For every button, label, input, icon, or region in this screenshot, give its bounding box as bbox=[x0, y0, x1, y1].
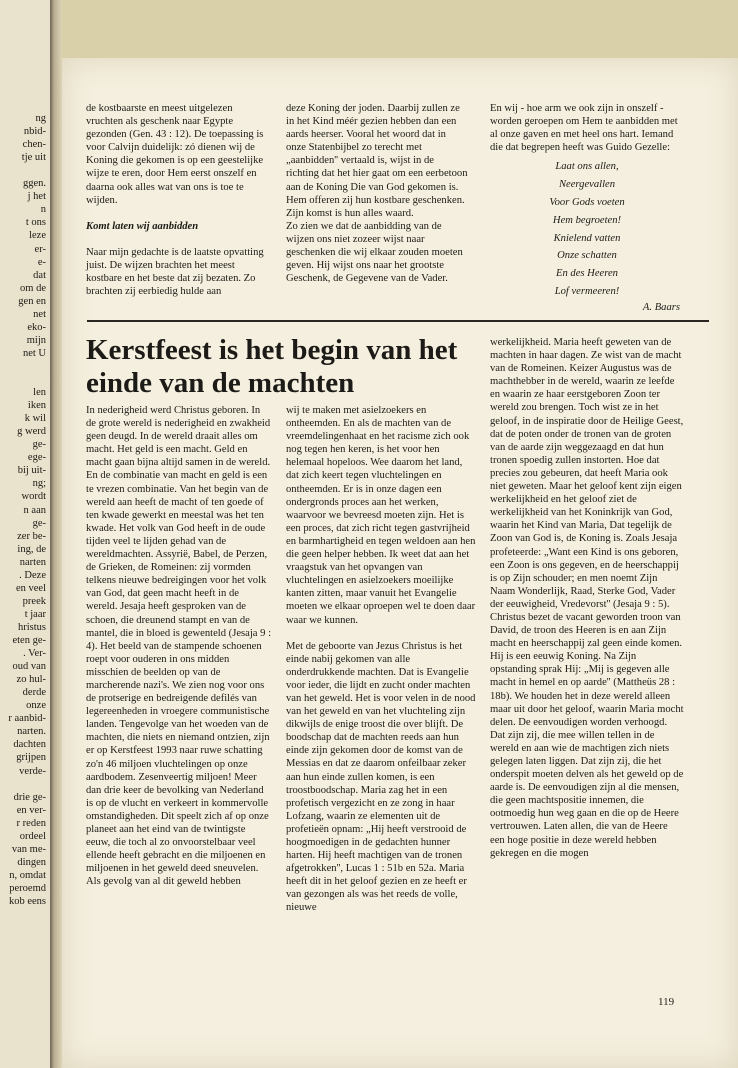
facing-page-text-fragment: leze bbox=[29, 230, 46, 242]
poem-line: Neergevallen bbox=[558, 179, 616, 191]
facing-page-text-fragment: ggen. bbox=[22, 178, 46, 190]
top-col2-paragraph-1: deze Koning der joden. Daarbij zullen ze in het Kind méér gezien hebben dan een aards heerser. Vooral het woord dat in onze Statenbijbel zo terecht met „aanbidden'' vertaald is, wijst in de richting dat het hier gaat om een eerbetoon aan de Koning Die van God gekomen is. Hem offeren zij hun kostbare geschenken. Zijn komst is hun alles waard. bbox=[286, 103, 468, 219]
article-col1-text: In nederigheid werd Christus geboren. In de grote wereld is nederigheid en zwakheid geen deugd. In de wereld draait alles om macht. Het geld is een macht. Geld en macht gaan bijna altijd samen in de wereld. En de combinatie van macht en geld is een te vrezen combinatie. Van het begin van de wereld aan heeft de macht of ten goede of ten kwade gewerkt en meestal was het ten kwade. Het volk van God heeft in de oude tijden veel te lijden gehad van de wereldmachten. Assyrië, Babel, de Perzen, de Grieken, de Romeinen: zij vormden telkens nieuwe bedreigingen voor het volk van God, dat geen macht heeft in de wereld. Jesaja heeft gesproken van de schoen, die dreunend stampt en van de mantel, die in bloed is gewenteld (Jesaja 9 : 4). Het beeld van de stampende schoenen roept voor ouderen in ons midden misschien de beelden op van de marcherende nazi's. We zien nog voor ons de protserige en bedreigende defilés van legereenheden in vroegere communistische landen. Tengevolge van het woeden van de machten, die niets en niemand ontzien, zijn er op Kerstfeest 1993 naar ruwe schatting zo'n 46 miljoen vluchtelingen op onze aardbodem. Zesenveertig miljoen! Meer dan drie keer de bevolking van Nederland is op de vlucht en verkeert in kommervolle omstandigheden. Dit speelt zich af op onze planeet aan het eind van de twintigste eeuw, die toch al zo onvoorstelbaar veel ellende heeft gebracht en die miljoenen en miljoenen in het geweld deed sneuvelen. Als gevolg van al dit geweld hebben bbox=[86, 405, 272, 888]
top-col2-paragraph-2: Zo zien we dat de aanbidding van de wijzen ons niet zozeer wijst naar geschenken die wij elkaar zouden moeten geven. Hij wijst ons naar het grootste Geschenk, de Gegevene van de Vader. bbox=[286, 220, 463, 285]
facing-page-text-fragment: drie ge- bbox=[13, 791, 46, 803]
facing-page-text-fragment: en veel bbox=[15, 582, 46, 594]
top-col1-paragraph-1: de kostbaarste en meest uitgelezen vruchten als geschenk naar Egypte gezonden (Gen. 43 : 12). De toepassing is voor Calvijn duidelijk: zó dienen wij de Koning die gekomen is op een geestelijke wijze te eren, door Hem eerst onszelf en daarna ook alles wat van ons is toe te wijden. bbox=[86, 103, 264, 206]
top-article-column-3 bbox=[490, 102, 684, 314]
facing-page-text-fragment: ng; bbox=[32, 478, 46, 490]
facing-page-text-fragment: dingen bbox=[17, 856, 46, 868]
facing-page-text-fragment: ng bbox=[35, 113, 46, 124]
top-col1-paragraph-2: Naar mijn gedachte is de laatste opvatting juist. De wijzen brachten het meest kostbare en het beste dat zij bezaten. Zo brachten zij eerbiedig hulde aan bbox=[86, 246, 264, 298]
facing-page-text-fragment: eten ge- bbox=[12, 635, 46, 646]
poem bbox=[490, 158, 684, 300]
facing-page-text-fragment: dat bbox=[33, 269, 46, 281]
poem-line: Voor Gods voeten bbox=[549, 196, 625, 208]
facing-page-text-fragment: oud van bbox=[12, 661, 46, 673]
facing-page-text-fragment: gen en bbox=[18, 295, 46, 307]
facing-page-text-fragment: ge- bbox=[32, 439, 46, 451]
facing-page-text-fragment: t ons bbox=[25, 217, 46, 229]
top-article-column-2 bbox=[286, 102, 468, 285]
article-col3-text: werkelijkheid. Maria heeft geweten van de machten in haar dagen. Ze wist van de macht van de Romeinen. Keizer Augustus was de machthebber in de wereld, waarin ze leefde en waarin ze haar eerstgeboren Zoon ter wereld zou brengen. Toch wist ze in het geloof, in de inspiratie door de Heilige Geest, dat de poten onder de tronen van de groten van de aarde zijn weggezaagd en dat hun tronen spoedig zullen instorten. Hoe dat precies zou gebeuren, dat heeft Maria ook niet geweten. Maar het geloof kent zijn eigen werkelijkheid en het geloof ziet de werkelijkheid van het Koninkrijk van God, waarin het Kind van Maria, Dat tegelijk de Zoon van God is, de Koning is. Zoals Jesaja profeteerde: „Want een Kind is ons geboren, een Zoon is ons gegeven, en de heerschappij is op Zijn schouder; en men noemt Zijn Naam Wonderlijk, Raad, Sterke God, Vader der eeuwigheid, Vredevorst'' (Jesaja 9 : 5). Christus bezet de vacant geworden troon van David, de troon des Heeren is en aan Zijn macht en heerschappij zal geen einde komen. Hij is een eeuwig Koning. Na Zijn opstanding sprak Hij: „Mij is gegeven alle macht in hemel en op aarde'' (Mattheüs 28 : 18b). We houden het in deze wereld alleen maar uit door het geloof, waarin Maria mocht delen. De eenvoudigen worden verhoogd. Dat zijn zij, die mee willen tellen in de wereld en aan wie de machtigen zich niets gelegen laten liggen. Dat zijn zij, die het onderspit moeten delven als het geweld op de aarde is. De eenvoudigen zijn al die mensen, die geen machtspositie innemen, die ootmoedig hun weg gaan en die op de Heere vertrouwen. Laten allen, die van de Heere een hoge positie in deze wereld hebben gekregen en die mogen bbox=[490, 337, 684, 859]
facing-page-text-fragment: j het bbox=[27, 191, 46, 203]
section-divider bbox=[87, 320, 709, 322]
facing-page-text-fragment: n bbox=[40, 204, 46, 216]
facing-page-text-fragment: e- bbox=[37, 256, 46, 268]
section-heading: Komt laten wij aanbidden bbox=[86, 220, 199, 232]
facing-page-text-fragment: net bbox=[33, 308, 46, 320]
facing-page-text-fragment: r reden bbox=[16, 817, 46, 829]
facing-page-text-fragment: n aan bbox=[23, 504, 46, 516]
facing-page-text-fragment: ing, de bbox=[17, 543, 46, 555]
facing-page-text-fragment: n, omdat bbox=[9, 869, 46, 881]
facing-page-text-fragment: net U bbox=[22, 347, 46, 359]
facing-page-fragment bbox=[0, 0, 50, 1068]
facing-page-text-fragment: grijpen bbox=[16, 752, 46, 764]
facing-page-text-fragment: dachten bbox=[13, 739, 46, 751]
facing-page-text-fragment: wordt bbox=[21, 491, 46, 503]
page-number: 119 bbox=[658, 996, 675, 1008]
facing-page-text-fragment: preek bbox=[22, 595, 46, 607]
facing-page-text-fragment: om de bbox=[20, 282, 46, 294]
poem-line: Hem begroeten! bbox=[552, 214, 622, 226]
poem-line: Lof vermeeren! bbox=[554, 285, 620, 297]
book-gutter bbox=[50, 0, 62, 1068]
article-column-1 bbox=[86, 404, 272, 888]
facing-page-text-fragment: zo hul- bbox=[16, 674, 46, 686]
poem-line: Knielend vatten bbox=[553, 232, 621, 244]
article-column-2 bbox=[286, 404, 476, 915]
facing-page-text-fragment: . Ver- bbox=[23, 648, 46, 660]
facing-page-text-fragment: chen- bbox=[22, 139, 46, 151]
top-col3-paragraph-1: En wij - hoe arm we ook zijn in onszelf - worden geroepen om Hem te aanbidden met al onze gaven en met heel ons hart. Iemand die dat begrepen heeft was Guido Gezelle: bbox=[490, 103, 678, 154]
facing-page-text-fragment: r aanbid- bbox=[8, 713, 46, 725]
poem-line: En des Heeren bbox=[556, 268, 618, 280]
facing-page-text-fragment: en ver- bbox=[16, 804, 46, 816]
facing-page-text-fragment: len bbox=[33, 387, 46, 399]
article-title: Kerstfeest is het begin van het einde van de machten bbox=[86, 334, 458, 399]
facing-page-text-fragment: derde bbox=[22, 687, 46, 699]
poem-line: Laat ons allen, bbox=[555, 161, 619, 173]
article-col2-paragraph-2: Met de geboorte van Jezus Christus is het einde nabij gekomen van alle onderdrukkende machten. Dat is Evangelie voor ieder, die lijdt en zucht onder machten van het geweld. Het is voor velen in de nood van het geweld en van het vluchteling zijn dikwijls de enige troost die over blijft. De boodschap dat de machten reeds aan hun einde zijn gekomen door de komst van de Messias en dat ze daarom onfeilbaar zeker aan hun einde zullen komen, is een troostboodschap. Maria zag het in een profetisch vergezicht en ze zong in haar Lofzang, waarin ze elementen uit de profetieën opnam: „Hij heeft verstrooid de hoogmoedigen in de gedachten hunner harten. Hij heeft machtigen van de tronen afgetrokken'', Lucas 1 : 51b en 52a. Maria heeft dit in het geloof gezien en ze heeft er van gezongen als was het reeds de volle, nieuwe bbox=[286, 640, 476, 914]
facing-page-text-fragment: ge- bbox=[32, 517, 46, 529]
facing-page-text-fragment: iken bbox=[27, 400, 46, 412]
author-signature: A. Baars bbox=[642, 301, 680, 313]
facing-page-text-fragment: eko- bbox=[27, 321, 46, 333]
facing-page-text-fragment: peroemd bbox=[9, 882, 46, 894]
article-col2-paragraph-1: wij te maken met asielzoekers en ontheemden. En als de machten van de vreemdelingenhaat en het racisme zich ook nog tegen hen keren, is het voor hen helemaal hopeloos. Wee daarom het land, dat zich keert tegen vluchtelingen en ontheemden. Er is in onze dagen een ondergronds proces aan het werken, waarvoor we bevreesd moeten zijn. Het is een proces, dat zich richt tegen gastvrijheid en barmhartigheid en tegen weldoen aan hen die geen helper hebben. Ik weet dat aan het vraagstuk van het opvangen van vluchtelingen en asielzoekers moeilijke kanten zitten, maar vanuit het Evangelie moeten we elkaar oproepen wel te doen daar waar we kunnen. bbox=[286, 405, 476, 626]
facing-page-text-fragment: zer be- bbox=[17, 530, 46, 542]
facing-page-text-fragment: bij uit- bbox=[17, 465, 46, 477]
facing-page-text-fragment: narten. bbox=[17, 726, 46, 738]
page bbox=[62, 58, 738, 1068]
facing-page-text-fragment: nbid- bbox=[23, 126, 46, 138]
facing-page-text-fragment: onze bbox=[26, 700, 46, 712]
facing-page-text-fragment: van me- bbox=[11, 843, 46, 855]
facing-page-text-fragment: ege- bbox=[27, 452, 46, 464]
facing-page-text-fragment: er- bbox=[34, 243, 46, 255]
facing-page-text-fragment: verde- bbox=[19, 765, 46, 777]
top-article-column-1 bbox=[86, 102, 266, 298]
facing-page-text-fragment: tje uit bbox=[21, 152, 46, 164]
facing-page-text-fragment: t jaar bbox=[24, 608, 46, 620]
facing-page-text-fragment: narten bbox=[19, 556, 46, 568]
article-column-3 bbox=[490, 336, 684, 860]
poem-line: Onze schatten bbox=[557, 250, 617, 262]
facing-page-text-fragment: ordeel bbox=[19, 830, 46, 842]
facing-page-text-fragment: k wil bbox=[24, 413, 46, 425]
facing-page-text-fragment: . Deze bbox=[19, 569, 46, 581]
facing-page-text-fragment: kob eens bbox=[8, 896, 46, 907]
facing-page-text-fragment: g werd bbox=[17, 426, 46, 438]
facing-page-text-fragment: hristus bbox=[17, 621, 46, 633]
facing-page-text-fragment: mijn bbox=[26, 334, 46, 346]
